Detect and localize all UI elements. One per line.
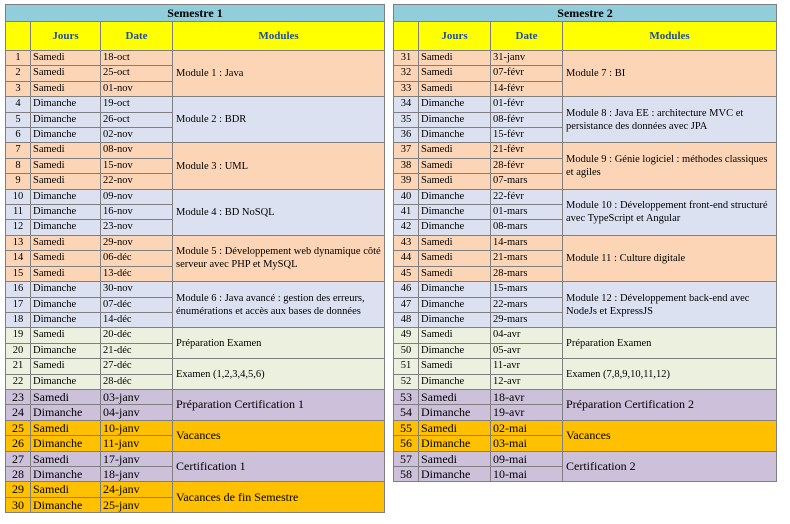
cell-num: 54 — [394, 405, 419, 420]
module-cell: Certification 1 — [173, 451, 385, 482]
table-row — [6, 235, 385, 250]
cell-num: 8 — [6, 158, 31, 173]
cell-date: 07-févr — [491, 66, 563, 81]
cell-date: 22-nov — [101, 174, 173, 189]
cell-day: Samedi — [31, 251, 101, 266]
table-row — [394, 189, 777, 204]
cell-day: Dimanche — [31, 205, 101, 220]
cell-day: Dimanche — [31, 343, 101, 358]
module-cell: Module 6 : Java avancé : gestion des erreurs, énumérations et accès aux bases de données — [173, 282, 385, 328]
cell-day: Samedi — [31, 235, 101, 250]
cell-date: 06-déc — [101, 251, 173, 266]
cell-date: 04-janv — [101, 405, 173, 420]
cell-date: 22-mars — [491, 297, 563, 312]
cell-day: Samedi — [31, 51, 101, 66]
table-row — [394, 143, 777, 158]
cell-date: 23-nov — [101, 220, 173, 235]
cell-date: 26-oct — [101, 112, 173, 127]
cell-date: 20-déc — [101, 328, 173, 343]
cell-day: Dimanche — [419, 466, 491, 481]
cell-num: 41 — [394, 205, 419, 220]
cell-num: 23 — [6, 389, 31, 404]
cell-num: 32 — [394, 66, 419, 81]
cell-day: Dimanche — [419, 343, 491, 358]
cell-num: 11 — [6, 205, 31, 220]
table-row — [394, 97, 777, 112]
cell-date: 10-mai — [491, 466, 563, 481]
cell-day: Dimanche — [31, 220, 101, 235]
module-cell: Module 3 : UML — [173, 143, 385, 189]
cell-num: 49 — [394, 328, 419, 343]
cell-date: 01-mars — [491, 205, 563, 220]
cell-num: 29 — [6, 482, 31, 497]
cell-date: 07-mars — [491, 174, 563, 189]
cell-num: 5 — [6, 112, 31, 127]
cell-day: Samedi — [31, 66, 101, 81]
module-cell: Module 4 : BD NoSQL — [173, 189, 385, 235]
cell-num: 43 — [394, 235, 419, 250]
cell-day: Samedi — [419, 389, 491, 404]
cell-day: Dimanche — [31, 497, 101, 512]
cell-date: 08-nov — [101, 143, 173, 158]
semester-2-table — [393, 4, 777, 482]
cell-num: 33 — [394, 81, 419, 96]
cell-date: 10-janv — [101, 420, 173, 435]
cell-day: Samedi — [31, 328, 101, 343]
cell-date: 29-nov — [101, 235, 173, 250]
cell-date: 30-nov — [101, 282, 173, 297]
table-row — [394, 451, 777, 466]
cell-num: 39 — [394, 174, 419, 189]
cell-day: Samedi — [31, 81, 101, 96]
module-cell: Vacances — [563, 420, 777, 451]
module-cell: Vacances — [173, 420, 385, 451]
cell-num: 15 — [6, 266, 31, 281]
cell-num: 45 — [394, 266, 419, 281]
cell-day: Dimanche — [31, 282, 101, 297]
module-cell: Module 11 : Culture digitale — [563, 235, 777, 281]
cell-day: Dimanche — [419, 128, 491, 143]
module-cell: Examen (1,2,3,4,5,6) — [173, 359, 385, 390]
cell-day: Samedi — [419, 420, 491, 435]
semester-title-row — [6, 5, 385, 22]
cell-num: 37 — [394, 143, 419, 158]
cell-num: 52 — [394, 374, 419, 389]
cell-day: Dimanche — [419, 405, 491, 420]
cell-date: 11-avr — [491, 359, 563, 374]
cell-day: Samedi — [31, 174, 101, 189]
cell-date: 15-févr — [491, 128, 563, 143]
cell-date: 13-déc — [101, 266, 173, 281]
cell-day: Dimanche — [419, 220, 491, 235]
cell-num: 26 — [6, 436, 31, 451]
cell-date: 05-avr — [491, 343, 563, 358]
cell-date: 22-févr — [491, 189, 563, 204]
cell-date: 02-mai — [491, 420, 563, 435]
cell-num: 4 — [6, 97, 31, 112]
cell-date: 15-mars — [491, 282, 563, 297]
module-cell: Module 2 : BDR — [173, 97, 385, 143]
cell-day: Samedi — [31, 420, 101, 435]
header-jours: Jours — [419, 22, 491, 51]
cell-date: 19-avr — [491, 405, 563, 420]
module-cell: Vacances de fin Semestre — [173, 482, 385, 513]
cell-num: 25 — [6, 420, 31, 435]
cell-day: Dimanche — [419, 312, 491, 327]
cell-day: Samedi — [419, 266, 491, 281]
cell-day: Dimanche — [419, 112, 491, 127]
cell-day: Samedi — [419, 66, 491, 81]
table-row — [6, 359, 385, 374]
cell-num: 55 — [394, 420, 419, 435]
cell-num: 42 — [394, 220, 419, 235]
cell-date: 28-déc — [101, 374, 173, 389]
cell-num: 30 — [6, 497, 31, 512]
cell-num: 13 — [6, 235, 31, 250]
module-cell: Préparation Examen — [173, 328, 385, 359]
table-row — [394, 359, 777, 374]
table-row — [6, 328, 385, 343]
cell-num: 44 — [394, 251, 419, 266]
cell-num: 18 — [6, 312, 31, 327]
semester-title-row — [394, 5, 777, 22]
cell-day: Dimanche — [31, 97, 101, 112]
cell-day: Samedi — [31, 451, 101, 466]
cell-num: 6 — [6, 128, 31, 143]
header-date: Date — [491, 22, 563, 51]
cell-date: 18-avr — [491, 389, 563, 404]
cell-day: Samedi — [419, 158, 491, 173]
cell-num: 27 — [6, 451, 31, 466]
cell-date: 21-févr — [491, 143, 563, 158]
cell-day: Dimanche — [31, 466, 101, 481]
cell-day: Samedi — [31, 266, 101, 281]
cell-day: Samedi — [419, 143, 491, 158]
cell-num: 40 — [394, 189, 419, 204]
table-row — [6, 482, 385, 497]
cell-day: Samedi — [31, 359, 101, 374]
cell-date: 08-mars — [491, 220, 563, 235]
cell-num: 20 — [6, 343, 31, 358]
table-row — [6, 97, 385, 112]
cell-num: 35 — [394, 112, 419, 127]
module-cell: Module 10 : Développement front-end structuré avec TypeScript et Angular — [563, 189, 777, 235]
cell-day: Samedi — [31, 389, 101, 404]
module-cell: Module 8 : Java EE : architecture MVC et persistance des données avec JPA — [563, 97, 777, 143]
cell-date: 09-mai — [491, 451, 563, 466]
header-date: Date — [101, 22, 173, 51]
cell-date: 07-déc — [101, 297, 173, 312]
cell-date: 08-févr — [491, 112, 563, 127]
cell-num: 53 — [394, 389, 419, 404]
cell-num: 36 — [394, 128, 419, 143]
cell-num: 47 — [394, 297, 419, 312]
cell-date: 15-nov — [101, 158, 173, 173]
cell-day: Dimanche — [31, 297, 101, 312]
cell-day: Dimanche — [419, 189, 491, 204]
cell-day: Dimanche — [419, 374, 491, 389]
cell-date: 25-oct — [101, 66, 173, 81]
cell-num: 38 — [394, 158, 419, 173]
cell-date: 03-mai — [491, 436, 563, 451]
table-row — [6, 420, 385, 435]
header-num — [6, 22, 31, 51]
module-cell: Module 7 : BI — [563, 51, 777, 97]
module-cell: Certification 2 — [563, 451, 777, 482]
table-row — [394, 235, 777, 250]
semester-1-table — [5, 4, 385, 513]
cell-date: 14-févr — [491, 81, 563, 96]
cell-day: Samedi — [419, 251, 491, 266]
semester-title: Semestre 1 — [6, 5, 385, 22]
cell-day: Samedi — [31, 143, 101, 158]
cell-date: 03-janv — [101, 389, 173, 404]
header-num — [394, 22, 419, 51]
cell-num: 9 — [6, 174, 31, 189]
cell-day: Samedi — [419, 81, 491, 96]
cell-day: Dimanche — [31, 405, 101, 420]
header-modules: Modules — [563, 22, 777, 51]
header-modules: Modules — [173, 22, 385, 51]
cell-date: 18-janv — [101, 466, 173, 481]
cell-num: 2 — [6, 66, 31, 81]
cell-day: Dimanche — [31, 436, 101, 451]
cell-date: 28-mars — [491, 266, 563, 281]
cell-date: 29-mars — [491, 312, 563, 327]
cell-date: 01-nov — [101, 81, 173, 96]
cell-num: 57 — [394, 451, 419, 466]
table-row — [394, 420, 777, 435]
table-row — [6, 189, 385, 204]
cell-num: 3 — [6, 81, 31, 96]
cell-num: 7 — [6, 143, 31, 158]
cell-day: Dimanche — [419, 205, 491, 220]
cell-num: 46 — [394, 282, 419, 297]
cell-date: 19-oct — [101, 97, 173, 112]
cell-day: Dimanche — [31, 128, 101, 143]
table-row — [394, 328, 777, 343]
cell-date: 24-janv — [101, 482, 173, 497]
cell-day: Dimanche — [419, 436, 491, 451]
cell-num: 56 — [394, 436, 419, 451]
cell-num: 21 — [6, 359, 31, 374]
semester-title: Semestre 2 — [394, 5, 777, 22]
table-row — [394, 389, 777, 404]
module-cell: Préparation Certification 2 — [563, 389, 777, 420]
module-cell: Module 12 : Développement back-end avec NodeJs et ExpressJS — [563, 282, 777, 328]
cell-day: Dimanche — [31, 112, 101, 127]
cell-day: Dimanche — [419, 282, 491, 297]
module-cell: Préparation Examen — [563, 328, 777, 359]
table-row — [6, 389, 385, 404]
cell-date: 21-mars — [491, 251, 563, 266]
cell-day: Samedi — [419, 451, 491, 466]
cell-date: 17-janv — [101, 451, 173, 466]
cell-date: 09-nov — [101, 189, 173, 204]
header-row — [6, 22, 385, 51]
cell-date: 31-janv — [491, 51, 563, 66]
table-row — [6, 143, 385, 158]
cell-day: Samedi — [31, 482, 101, 497]
cell-num: 58 — [394, 466, 419, 481]
cell-num: 24 — [6, 405, 31, 420]
cell-day: Samedi — [419, 51, 491, 66]
cell-date: 14-déc — [101, 312, 173, 327]
cell-date: 02-nov — [101, 128, 173, 143]
cell-day: Dimanche — [419, 97, 491, 112]
cell-date: 28-févr — [491, 158, 563, 173]
module-cell: Examen (7,8,9,10,11,12) — [563, 359, 777, 390]
cell-date: 21-déc — [101, 343, 173, 358]
cell-date: 14-mars — [491, 235, 563, 250]
cell-date: 12-avr — [491, 374, 563, 389]
cell-day: Samedi — [419, 359, 491, 374]
cell-num: 31 — [394, 51, 419, 66]
cell-num: 28 — [6, 466, 31, 481]
cell-date: 18-oct — [101, 51, 173, 66]
cell-num: 16 — [6, 282, 31, 297]
cell-num: 17 — [6, 297, 31, 312]
cell-date: 01-févr — [491, 97, 563, 112]
module-cell: Module 9 : Génie logiciel : méthodes classiques et agiles — [563, 143, 777, 189]
cell-date: 04-avr — [491, 328, 563, 343]
cell-num: 14 — [6, 251, 31, 266]
cell-num: 19 — [6, 328, 31, 343]
cell-date: 27-déc — [101, 359, 173, 374]
cell-day: Dimanche — [419, 297, 491, 312]
table-row — [6, 51, 385, 66]
table-row — [6, 451, 385, 466]
table-row — [394, 282, 777, 297]
module-cell: Préparation Certification 1 — [173, 389, 385, 420]
table-row — [394, 51, 777, 66]
module-cell: Module 5 : Développement web dynamique côté serveur avec PHP et MySQL — [173, 235, 385, 281]
cell-num: 22 — [6, 374, 31, 389]
cell-num: 34 — [394, 97, 419, 112]
cell-date: 16-nov — [101, 205, 173, 220]
cell-day: Dimanche — [31, 312, 101, 327]
cell-num: 10 — [6, 189, 31, 204]
cell-day: Samedi — [419, 174, 491, 189]
cell-day: Dimanche — [31, 374, 101, 389]
header-jours: Jours — [31, 22, 101, 51]
cell-date: 11-janv — [101, 436, 173, 451]
table-row — [6, 282, 385, 297]
cell-day: Samedi — [31, 158, 101, 173]
cell-day: Samedi — [419, 235, 491, 250]
cell-num: 12 — [6, 220, 31, 235]
cell-day: Dimanche — [31, 189, 101, 204]
cell-num: 51 — [394, 359, 419, 374]
cell-day: Samedi — [419, 328, 491, 343]
header-row — [394, 22, 777, 51]
cell-num: 1 — [6, 51, 31, 66]
cell-num: 50 — [394, 343, 419, 358]
cell-date: 25-janv — [101, 497, 173, 512]
module-cell: Module 1 : Java — [173, 51, 385, 97]
cell-num: 48 — [394, 312, 419, 327]
